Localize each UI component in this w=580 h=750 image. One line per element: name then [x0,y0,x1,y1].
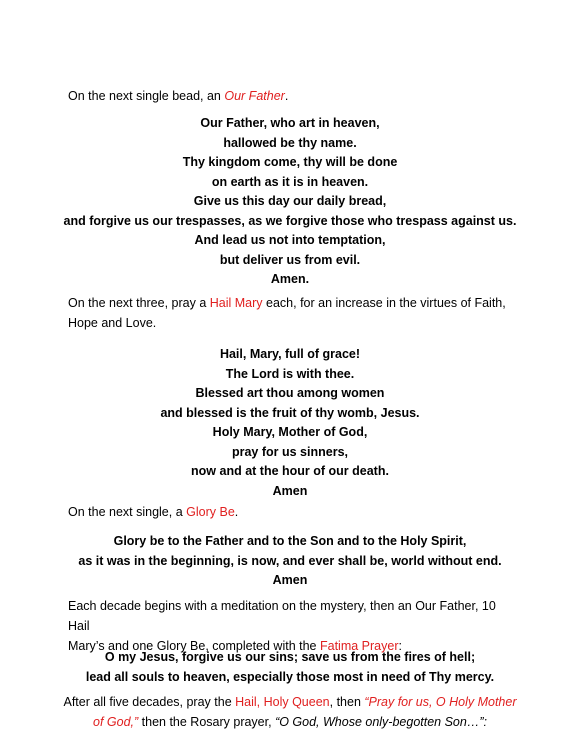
hail-holy-queen-highlight: Hail, Holy Queen [235,695,330,709]
prayer-line: on earth as it is in heaven. [211,174,369,189]
fatima-prayer [40,648,540,687]
closing-text: , then [329,695,365,709]
glory-be-intro [68,502,518,522]
intro-punctuation: : [398,639,402,653]
intro-text: Mary’s and one Glory Be, completed with the [68,639,320,653]
prayer-line: And lead us not into temptation, [194,233,386,247]
our-father-prayer [40,114,540,290]
prayer-line: hallowed be thy name. [223,135,357,150]
prayer-line: Hail, Mary, full of grace! [219,347,361,361]
closing-text: After all five decades, pray the [63,695,236,709]
fatima-intro [68,596,518,656]
intro-text: On the next single, a [68,505,187,519]
closing-instructions [40,692,540,732]
pray-for-us-quote: “Pray for us, O Holy Mother [364,695,517,709]
prayer-line: Holy Mary, Mother of God, [212,425,368,439]
prayer-line: pray for us sinners, [231,444,348,459]
prayer-line: as it was in the beginning, is now, and ever shall be, world without end. [78,553,502,568]
pray-for-us-quote: of God,” [93,715,139,729]
rosary-prayer-quote: “O God, Whose only-begotten Son…”: [275,715,487,729]
prayer-line: Our Father, who art in heaven, [200,116,380,130]
glory-be-prayer [40,532,540,591]
intro-text: Hope and Love. [68,316,157,330]
hail-mary-highlight: Hail Mary [209,296,263,310]
prayer-line: now and at the hour of our death. [191,464,389,478]
prayer-line: and blessed is the fruit of thy womb, Jesus. [160,405,420,420]
intro-punctuation: . [284,89,289,103]
prayer-line: Amen [272,573,308,587]
prayer-line: O my Jesus, forgive us our sins; save us from the fires of hell; [104,650,476,664]
prayer-line: but deliver us from evil. [219,252,361,267]
intro-text: Each decade begins with a meditation on the mystery, then an Our Father, 10 Hail [68,599,496,633]
prayer-line: Glory be to the Father and to the Son and to the Holy Spirit, [113,534,467,548]
prayer-line: Amen. [270,272,310,286]
closing-text: then the Rosary prayer, [138,715,276,729]
fatima-prayer-highlight: Fatima Prayer [319,639,399,653]
prayer-line: Blessed art thou among women [195,386,385,400]
glory-be-highlight: Glory Be [186,505,235,519]
intro-punctuation: . [234,505,239,519]
hail-mary-intro [68,293,518,333]
our-father-intro [68,86,518,106]
prayer-line: Thy kingdom come, thy will be done [182,155,398,169]
intro-text: On the next three, pray a [68,296,210,310]
intro-text: each, for an increase in the virtues of Faith, [262,296,506,310]
prayer-line: The Lord is with thee. [225,366,355,381]
hail-mary-prayer [40,345,540,501]
intro-text: On the next single bead, an [68,89,225,103]
prayer-line: Give us this day our daily bread, [193,194,387,208]
prayer-line: and forgive us our trespasses, as we forgive those who trespass against us. [63,213,517,228]
our-father-highlight: Our Father [224,89,285,103]
prayer-line: Amen [272,483,308,498]
prayer-line: lead all souls to heaven, especially those most in need of Thy mercy. [85,669,495,684]
